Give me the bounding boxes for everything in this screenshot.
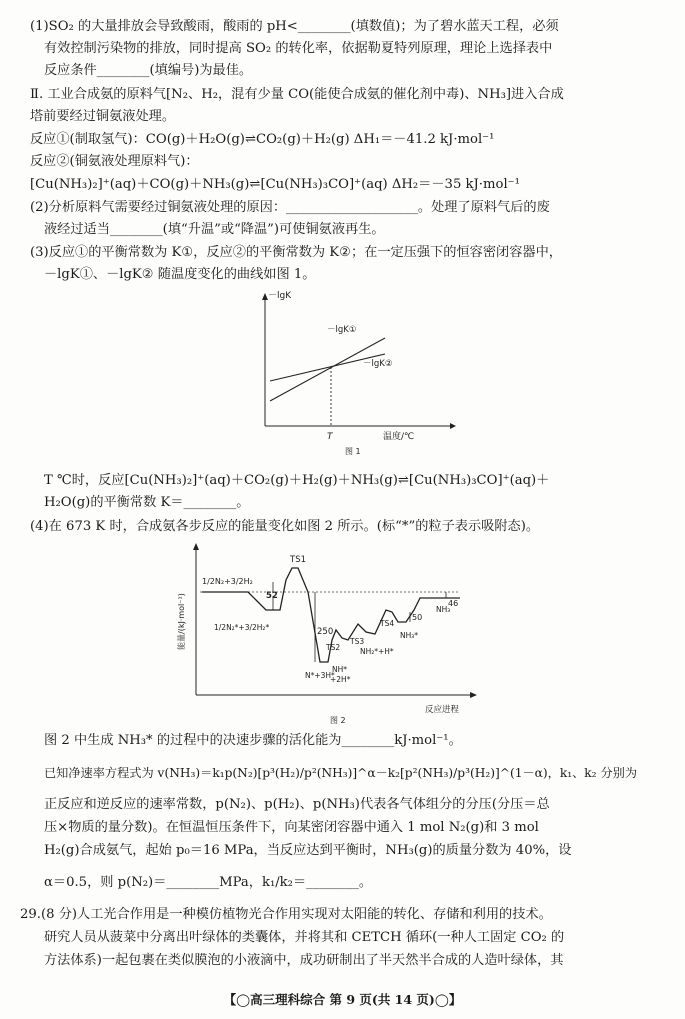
text-line: α＝0.5，则 p(N₂)＝________MPa，k₁/k₂＝________。 (44, 875, 373, 890)
label-end: NH₃ (436, 605, 451, 614)
text-line: 已知净速率方程式为 v(NH₃)＝k₁p(N₂)[p³(H₂)/p²(NH₃)]^α－k₂[p²(NH₃)/p³(H₂)]^(1－α)，k₁、k₂ 分别为 (44, 766, 638, 780)
fig1-ylabel: －lgK (268, 291, 292, 301)
text-line: 反应①(制取氢气)：CO(g)＋H₂O(g)⇌CO₂(g)＋H₂(g) ΔH₁＝－41.2 kJ·mol⁻¹ (30, 132, 495, 147)
label-ts1: TS1 (290, 555, 306, 565)
y-axis-arrow (193, 543, 199, 550)
text-line: H₂O(g)的平衡常数 K＝________。 (44, 495, 250, 510)
text-line: (3)反应①的平衡常数为 K①，反应②的平衡常数为 K②；在一定压强下的恒容密闭容器中， (30, 245, 562, 260)
value-52: 52 (266, 591, 278, 601)
text-line: 正反应和逆反应的速率常数，p(N₂)、p(H₂)、p(NH₃)代表各气体组分的分压(分压＝总 (44, 797, 550, 812)
text-line: 液经过适当________(填“升温”或“降温”)可使铜氨液再生。 (44, 222, 385, 237)
label-i1: N*+3H* (305, 671, 335, 680)
fig1-tick: T (327, 432, 333, 442)
curve-1-label: －lgK① (327, 325, 357, 335)
value-46: 46 (448, 599, 459, 608)
fig2-xlabel: 反应进程 (425, 705, 460, 715)
label-i3: NH₂*+H* (360, 647, 394, 656)
text-line: T ℃时，反应[Cu(NH₃)₂]⁺(aq)＋CO₂(g)＋H₂(g)＋NH₃(g)⇌[Cu(NH₃)₃CO]⁺(aq)＋ (44, 473, 550, 488)
value-50: 50 (412, 613, 423, 622)
text-line: 塔前要经过铜氨液处理。 (30, 109, 176, 124)
label-i2b: +2H* (330, 675, 351, 684)
text-line: (2)分析原料气需要经过铜氨液处理的原因：____________________。处理了原料气后的废 (30, 200, 550, 215)
text-line: 反应②(铜氨液处理原料气)： (30, 154, 199, 169)
label-ads: 1/2N₂*+3/2H₂* (214, 623, 270, 632)
text-line: 有效控制污染物的排放，同时提高 SO₂ 的转化率，依据勒夏特列原理，理论上选择表中 (44, 41, 553, 56)
text-line: －lgK①、－lgK② 随温度变化的曲线如图 1。 (44, 267, 316, 282)
text-line: (1)SO₂ 的大量排放会导致酸雨，酸雨的 pH<________(填数值)；为了碧水蓝天工程，必须 (30, 19, 559, 34)
x-axis-arrow (450, 423, 456, 429)
text-line: 研究人员从菠菜中分离出叶绿体的类囊体，并将其和 CETCH 循环(一种人工固定 CO₂ 的 (44, 930, 565, 945)
text-line: 29.(8 分)人工光合作用是一种模仿植物光合作用实现对太阳能的转化、存储和利用的技术。 (20, 907, 552, 922)
label-i2: NH* (332, 665, 347, 674)
text-line: 反应条件________(填编号)为最佳。 (44, 63, 253, 78)
fig1-caption: 图 1 (345, 447, 361, 456)
curve-1 (270, 338, 385, 401)
fig1-xlabel: 温度/℃ (383, 432, 415, 442)
label-i4: NH₃* (400, 631, 419, 640)
text-line: Ⅱ. 工业合成氨的原料气[N₂、H₂，混有少量 CO(能使合成氨的催化剂中毒)、NH₃]进入合成 (30, 87, 564, 102)
label-ts4: TS4 (380, 619, 395, 628)
text-line: 压×物质的量分数)。在恒温恒压条件下，向某密闭容器中通入 1 mol N₂(g)和 3 mol (44, 820, 539, 835)
figure-2 (170, 540, 500, 725)
fig2-caption: 图 2 (330, 716, 346, 725)
x-axis-arrow (470, 692, 477, 698)
label-ts3: TS3 (350, 637, 365, 646)
label-ts2: TS2 (326, 643, 341, 652)
text-line: 图 2 中生成 NH₃* 的过程中的决速步骤的活化能为________kJ·mol⁻¹。 (44, 733, 462, 748)
label-start: 1/2N₂+3/2H₂ (202, 577, 253, 586)
text-line: H₂(g)合成氨气，起始 p₀＝16 MPa，当反应达到平衡时，NH₃(g)的质量分数为 40%，设 (44, 843, 572, 858)
value-250: 250 (317, 627, 334, 637)
text-line: (4)在 673 K 时，合成氨各步反应的能量变化如图 2 所示。(标“*”的粒子表示吸附态)。 (30, 519, 540, 534)
text-line: 方法体系)一起包裹在类似膜泡的小液滴中，成功研制出了半天然半合成的人造叶绿体，其 (44, 953, 564, 968)
curve-2-label: －lgK② (363, 359, 393, 369)
figure-1 (235, 286, 465, 456)
fig2-ylabel: 能量/(kJ·mol⁻¹) (177, 593, 186, 650)
page-footer: 【◯高三理科综合 第 9 页(共 14 页)◯】 (223, 992, 462, 1007)
text-line: [Cu(NH₃)₂]⁺(aq)＋CO(g)＋NH₃(g)⇌[Cu(NH₃)₃CO]⁺(aq) ΔH₂＝－35 kJ·mol⁻¹ (30, 177, 520, 192)
